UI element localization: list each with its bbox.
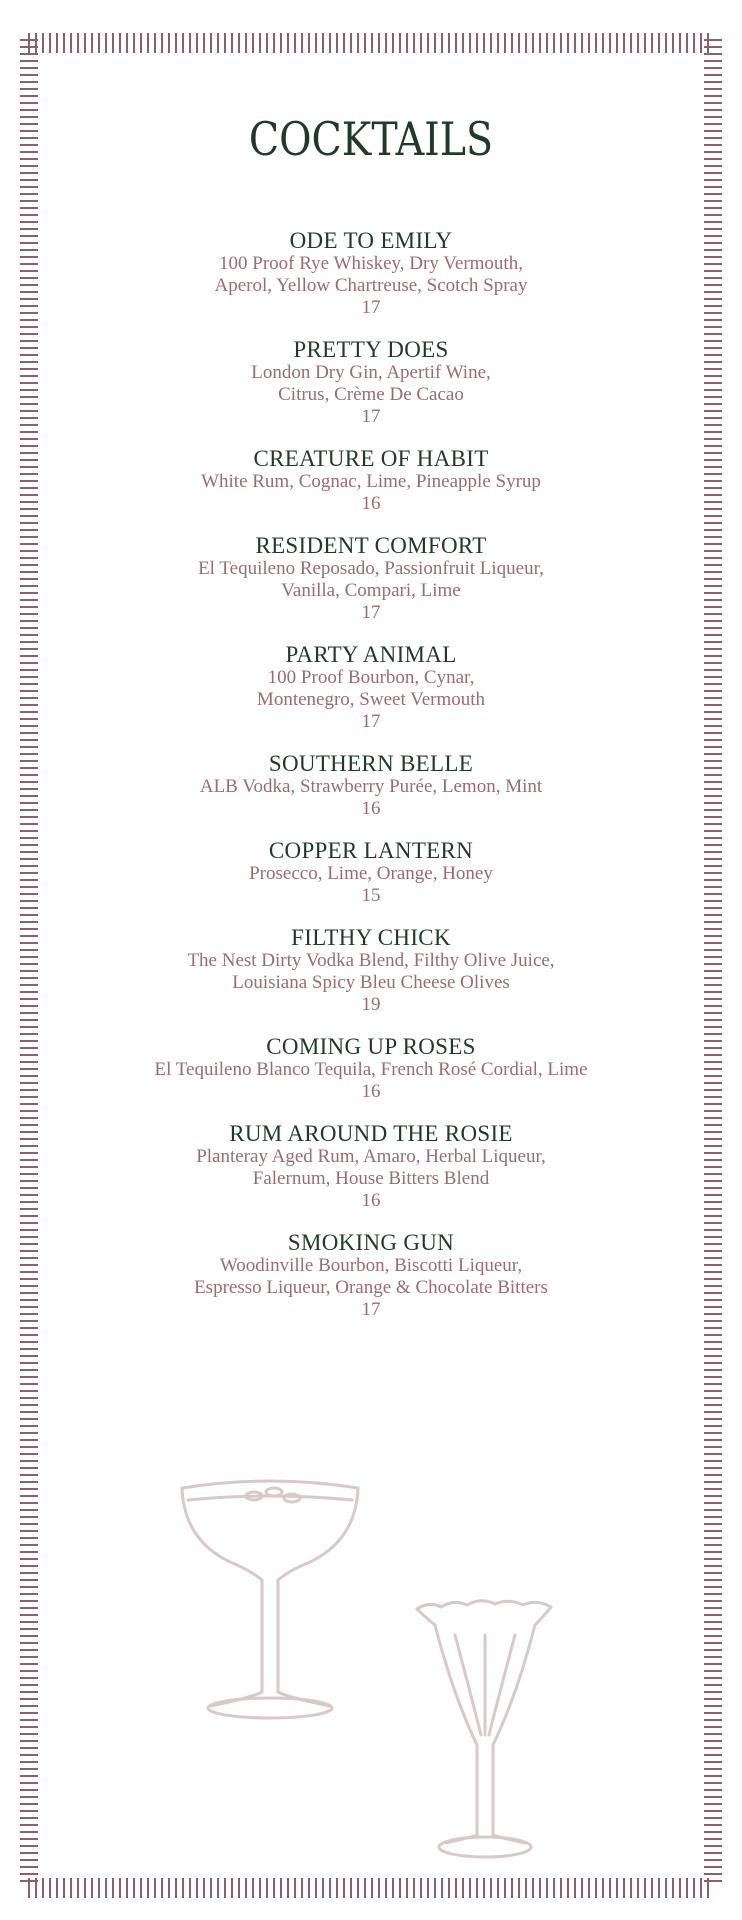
menu-item <box>0 838 742 907</box>
menu-item-description: Vanilla, Compari, Lime <box>281 580 461 601</box>
menu-item-description: El Tequileno Blanco Tequila, French Rosé Cordial, Lime <box>154 1059 588 1080</box>
menu-item-name: COMING UP ROSES <box>266 1034 476 1059</box>
menu-item-description: White Rum, Cognac, Lime, Pineapple Syrup <box>201 471 541 492</box>
menu-item <box>0 1121 742 1212</box>
menu-item <box>0 751 742 820</box>
menu-item-description: 100 Proof Rye Whiskey, Dry Vermouth, <box>219 253 523 274</box>
menu-item-description: The Nest Dirty Vodka Blend, Filthy Olive Juice, <box>187 950 555 971</box>
menu-item-name: COPPER LANTERN <box>268 838 474 863</box>
menu-item-name: ODE TO EMILY <box>289 228 453 253</box>
menu-item-price: 17 <box>361 406 381 427</box>
coupe-glass-icon <box>170 1470 370 1730</box>
menu-item-price: 17 <box>361 711 381 732</box>
menu-item-description: Montenegro, Sweet Vermouth <box>256 689 486 710</box>
menu-item <box>0 337 742 428</box>
menu-item-description: Aperol, Yellow Chartreuse, Scotch Spray <box>214 275 528 296</box>
menu-item-price: 15 <box>361 885 381 906</box>
menu-item <box>0 925 742 1016</box>
frame-bottom-border <box>28 1878 714 1898</box>
menu-item-description: Espresso Liqueur, Orange & Chocolate Bitters <box>194 1277 548 1298</box>
menu-item <box>0 446 742 515</box>
menu-item-name: PARTY ANIMAL <box>285 642 457 667</box>
menu-item-price: 17 <box>361 297 381 318</box>
menu-item-description: Planteray Aged Rum, Amaro, Herbal Liqueur, <box>196 1146 546 1167</box>
menu-item-description: 100 Proof Bourbon, Cynar, <box>267 667 475 688</box>
menu-item-description: ALB Vodka, Strawberry Purée, Lemon, Mint <box>199 776 543 797</box>
cocktail-list <box>0 228 742 1339</box>
menu-item-description: El Tequileno Reposado, Passionfruit Liqueur, <box>198 558 544 579</box>
menu-item-price: 17 <box>361 1299 381 1320</box>
page-title: COCKTAILS <box>248 112 494 166</box>
menu-item-description: London Dry Gin, Apertif Wine, <box>251 362 491 383</box>
menu-item-price: 16 <box>361 1190 381 1211</box>
menu-item-description: Prosecco, Lime, Orange, Honey <box>249 863 493 884</box>
menu-item-price: 16 <box>361 798 381 819</box>
menu-item <box>0 1230 742 1321</box>
frame-top-border <box>28 33 714 53</box>
menu-item <box>0 533 742 624</box>
menu-item-description: Citrus, Crème De Cacao <box>278 384 464 405</box>
menu-item-price: 19 <box>361 994 381 1015</box>
menu-item-name: RUM AROUND THE ROSIE <box>229 1121 513 1146</box>
menu-item <box>0 228 742 319</box>
menu-item-description: Falernum, House Bitters Blend <box>252 1168 490 1189</box>
menu-item-description: Louisiana Spicy Bleu Cheese Olives <box>232 972 510 993</box>
menu-item <box>0 1034 742 1103</box>
menu-item-price: 16 <box>361 493 381 514</box>
menu-item-price: 17 <box>361 602 381 623</box>
menu-item-price: 16 <box>361 1081 381 1102</box>
menu-item-name: SMOKING GUN <box>287 1230 455 1255</box>
menu-item-name: FILTHY CHICK <box>291 925 451 950</box>
menu-item-name: CREATURE OF HABIT <box>253 446 489 471</box>
menu-item-name: SOUTHERN BELLE <box>268 751 474 776</box>
menu-item <box>0 642 742 733</box>
menu-item-name: RESIDENT COMFORT <box>255 533 487 558</box>
flute-glass-icon <box>405 1595 565 1865</box>
menu-item-description: Woodinville Bourbon, Biscotti Liqueur, <box>219 1255 523 1276</box>
menu-item-name: PRETTY DOES <box>293 337 449 362</box>
